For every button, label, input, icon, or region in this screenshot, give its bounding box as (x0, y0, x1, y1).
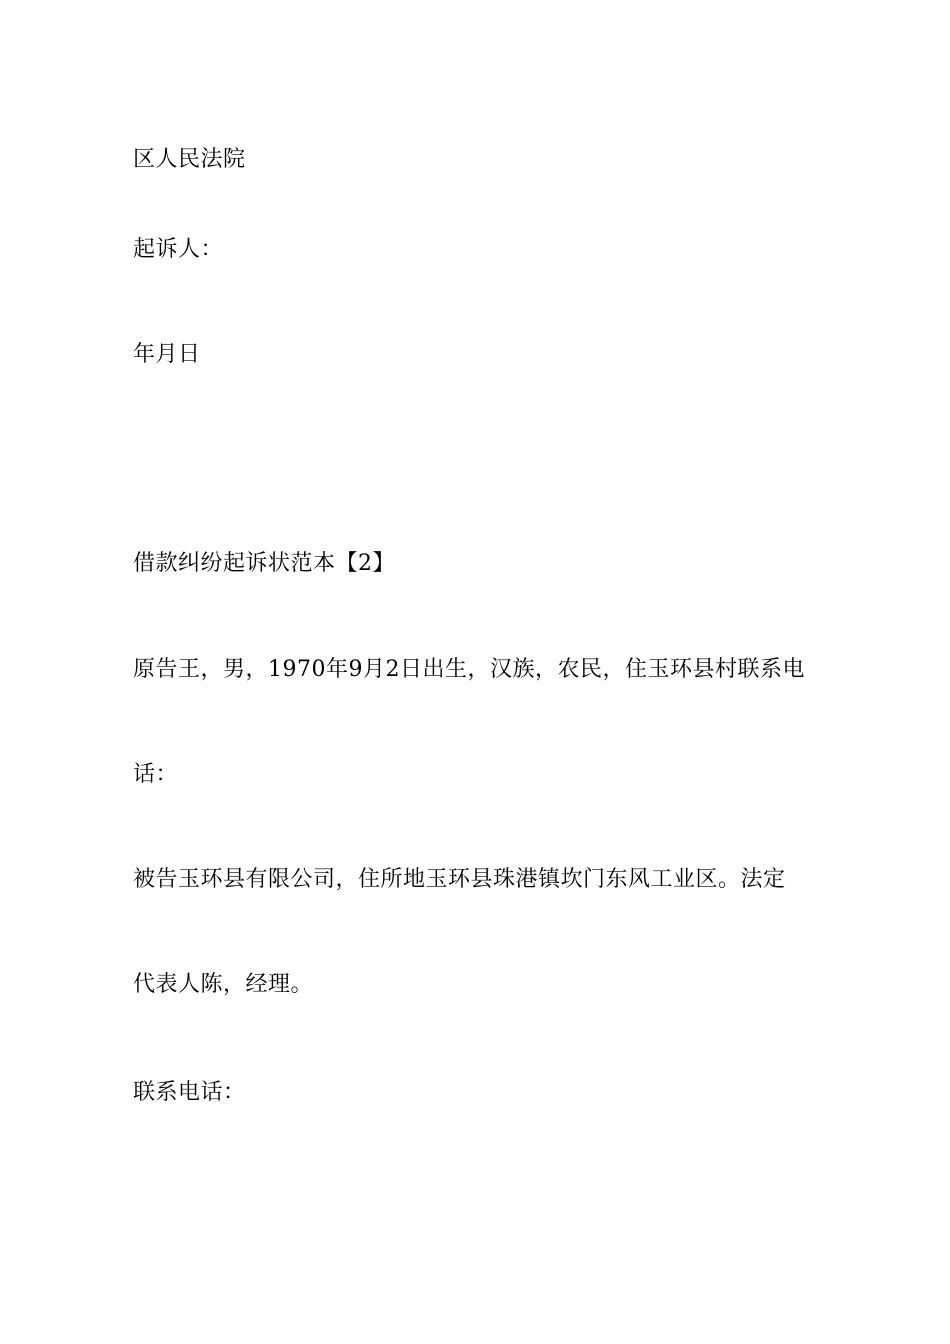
plaintiff-signature-line: 起诉人： (133, 237, 224, 262)
defendant-info-line: 被告玉环县有限公司，住所地玉环县珠港镇坎门东风工业区。法定 (133, 867, 786, 892)
defendant-representative-line: 代表人陈，经理。 (133, 972, 314, 997)
court-name-line: 区人民法院 (133, 147, 246, 172)
date-line: 年月日 (133, 342, 201, 367)
contact-phone-line: 联系电话： (133, 1080, 246, 1105)
section-title: 借款纠纷起诉状范本【2】 (133, 551, 395, 576)
plaintiff-info-line: 原告王，男，1970年9月2日出生，汉族，农民，住玉环县村联系电 (133, 657, 805, 682)
plaintiff-info-continued: 话： (133, 762, 179, 787)
